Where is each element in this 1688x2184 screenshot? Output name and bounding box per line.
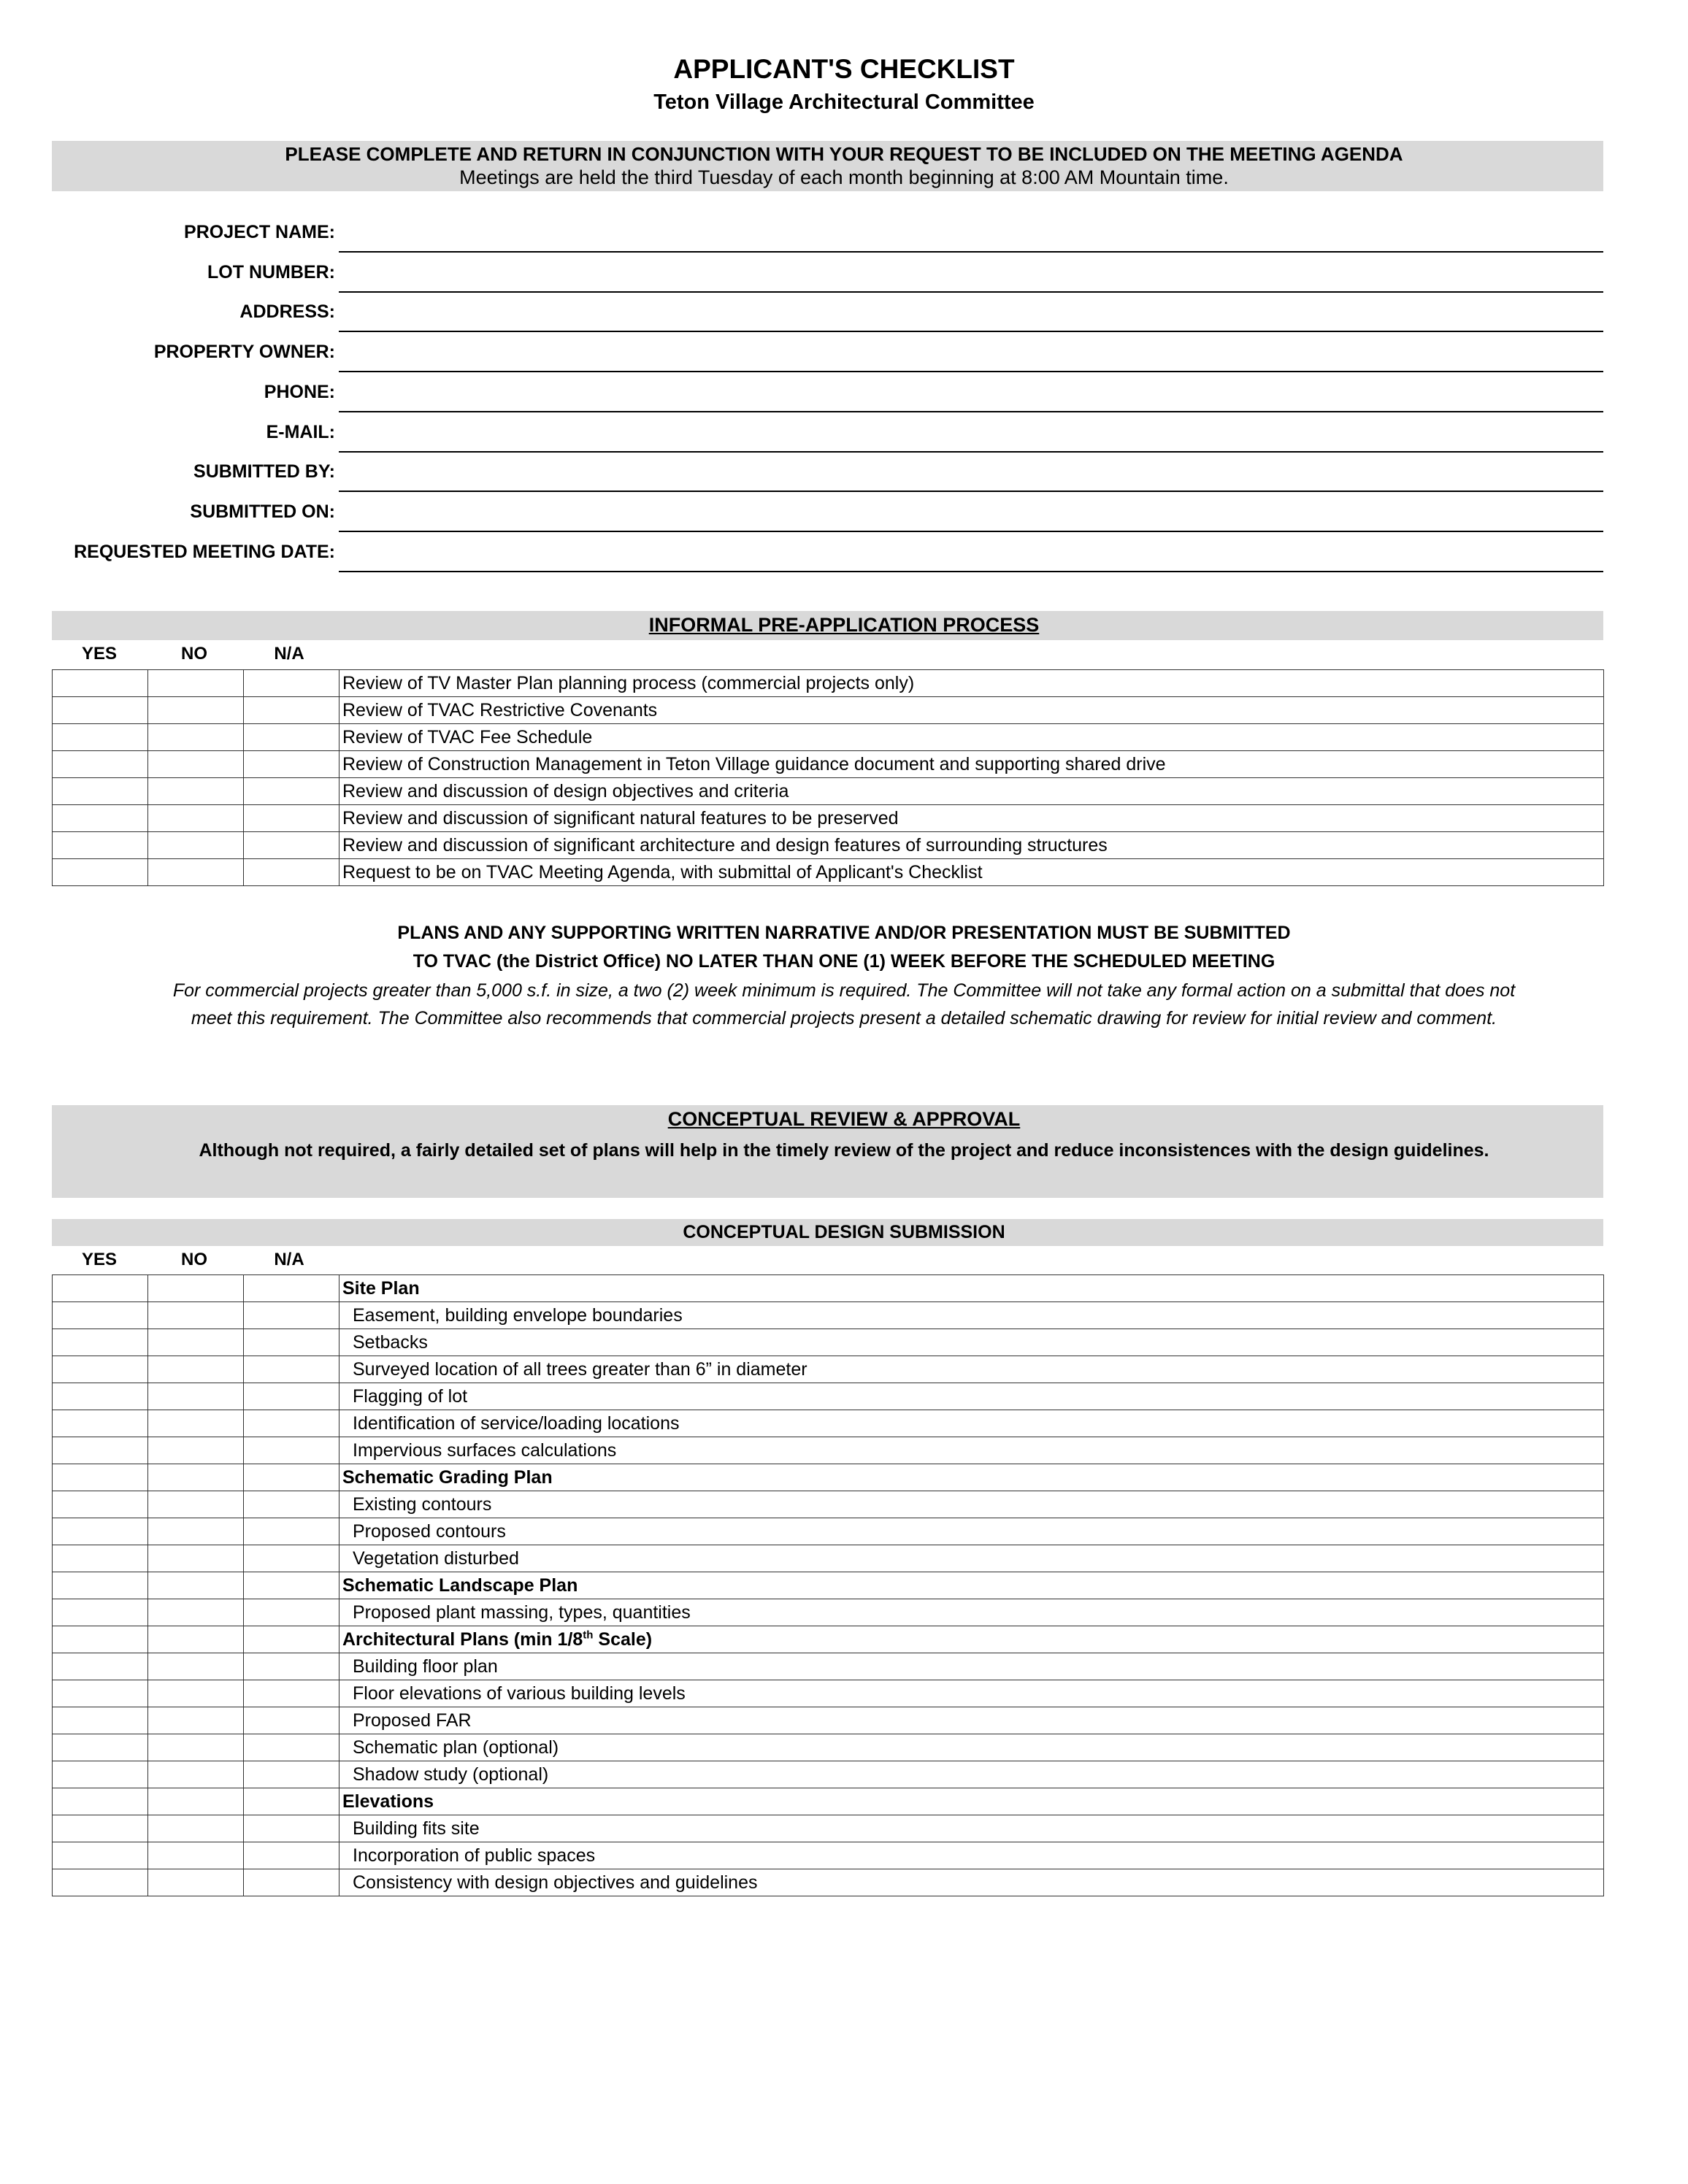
field-input[interactable] — [339, 461, 1603, 492]
checkbox-cell-na[interactable] — [244, 1437, 339, 1464]
checkbox-cell-no[interactable] — [148, 1788, 244, 1815]
item-text: Floor elevations of various building levels — [353, 1683, 686, 1704]
item-text: Site Plan — [342, 1278, 420, 1299]
item-text: Existing contours — [353, 1494, 492, 1515]
checkbox-cell-na[interactable] — [244, 1734, 339, 1761]
checklist-item-label — [339, 1302, 1604, 1329]
checkbox-cell-na[interactable] — [244, 1815, 339, 1842]
checkbox-cell-no[interactable] — [148, 697, 244, 724]
checkbox-cell-no[interactable] — [148, 1275, 244, 1302]
checklist-item-label — [339, 1869, 1604, 1896]
checkbox-cell-yes[interactable] — [53, 1788, 148, 1815]
checklist-item-label — [339, 1437, 1604, 1464]
column-header-no: NO — [181, 644, 207, 664]
submission-deadline-line2: TO TVAC (the District Office) NO LATER THAN ONE (1) WEEK BEFORE THE SCHEDULED MEETING — [413, 951, 1275, 972]
checklist-row — [53, 778, 1604, 805]
checklist-item-label — [339, 1707, 1604, 1734]
item-text: Review of TV Master Plan planning process (commercial projects only) — [342, 673, 915, 693]
checkbox-cell-yes[interactable] — [53, 1707, 148, 1734]
checklist-row — [53, 1491, 1604, 1518]
checkbox-cell-no[interactable] — [148, 1680, 244, 1707]
field-input[interactable] — [339, 262, 1603, 293]
checkbox-cell-no[interactable] — [148, 724, 244, 751]
field-label: SUBMITTED BY: — [193, 461, 335, 482]
checklist-group-heading — [339, 1788, 1604, 1815]
design-submission-title: CONCEPTUAL DESIGN SUBMISSION — [683, 1222, 1005, 1242]
checkbox-cell-yes[interactable] — [53, 697, 148, 724]
checkbox-cell-yes[interactable] — [53, 1842, 148, 1869]
checkbox-cell-no[interactable] — [148, 1302, 244, 1329]
field-label: PROJECT NAME: — [184, 222, 335, 242]
checklist-group-heading — [339, 1626, 1604, 1653]
checklist-row — [53, 1356, 1604, 1383]
item-text: Review of TVAC Fee Schedule — [342, 727, 593, 747]
checkbox-cell-no[interactable] — [148, 751, 244, 778]
checklist-row — [53, 1788, 1604, 1815]
field-label: PROPERTY OWNER: — [153, 342, 335, 363]
item-text: Impervious surfaces calculations — [353, 1440, 617, 1461]
checklist-row — [53, 1383, 1604, 1410]
checkbox-cell-na[interactable] — [244, 859, 339, 886]
checklist-item-label — [339, 1356, 1604, 1383]
checkbox-cell-yes[interactable] — [53, 805, 148, 832]
instructions-heading: PLEASE COMPLETE AND RETURN IN CONJUNCTION WITH YOUR REQUEST TO BE INCLUDED ON THE MEETING AGENDA — [285, 143, 1403, 165]
checkbox-cell-na[interactable] — [244, 1464, 339, 1491]
checklist-row — [53, 1707, 1604, 1734]
item-text: Shadow study (optional) — [353, 1764, 549, 1785]
field-label: ADDRESS: — [239, 301, 335, 323]
checkbox-cell-yes[interactable] — [53, 832, 148, 859]
item-text-after: Scale) — [593, 1629, 653, 1650]
checklist-row — [53, 1653, 1604, 1680]
checkbox-cell-na[interactable] — [244, 1410, 339, 1437]
checklist-item-label — [339, 1329, 1604, 1356]
checkbox-cell-no[interactable] — [148, 1734, 244, 1761]
checkbox-cell-yes[interactable] — [53, 670, 148, 697]
meeting-schedule-note: Meetings are held the third Tuesday of each month beginning at 8:00 AM Mountain time. — [459, 166, 1229, 188]
checklist-item-label — [339, 1383, 1604, 1410]
checkbox-cell-na[interactable] — [244, 751, 339, 778]
checklist-item-label — [339, 670, 1604, 697]
checkbox-cell-no[interactable] — [148, 1707, 244, 1734]
checkbox-cell-yes[interactable] — [53, 751, 148, 778]
item-text: Building fits site — [353, 1818, 480, 1839]
checkbox-cell-yes[interactable] — [53, 1761, 148, 1788]
checkbox-cell-no[interactable] — [148, 1383, 244, 1410]
checkbox-cell-no[interactable] — [148, 1491, 244, 1518]
checklist-item-label — [339, 1599, 1604, 1626]
item-text: Incorporation of public spaces — [353, 1845, 596, 1866]
column-header-yes: YES — [81, 1250, 118, 1269]
item-text: Proposed contours — [353, 1521, 506, 1542]
item-superscript: th — [583, 1629, 594, 1642]
page-title: APPLICANT'S CHECKLIST — [673, 54, 1015, 84]
checkbox-cell-no[interactable] — [148, 1356, 244, 1383]
checklist-group-heading — [339, 1572, 1604, 1599]
checkbox-cell-na[interactable] — [244, 778, 339, 805]
checklist-item-label — [339, 1761, 1604, 1788]
item-text: Request to be on TVAC Meeting Agenda, with submittal of Applicant's Checklist — [342, 862, 983, 883]
checklist-row — [53, 1464, 1604, 1491]
checkbox-cell-na[interactable] — [244, 832, 339, 859]
checklist-item-label — [339, 724, 1604, 751]
checkbox-cell-no[interactable] — [148, 1464, 244, 1491]
checklist-row — [53, 1761, 1604, 1788]
field-input[interactable] — [339, 422, 1603, 453]
checkbox-cell-yes[interactable] — [53, 1329, 148, 1356]
field-input[interactable] — [339, 342, 1603, 372]
checkbox-cell-yes[interactable] — [53, 724, 148, 751]
item-text: Review and discussion of significant natural features to be preserved — [342, 808, 899, 828]
item-text: Consistency with design objectives and guidelines — [353, 1872, 758, 1893]
design-submission-table — [52, 1274, 1604, 1896]
checkbox-cell-na[interactable] — [244, 670, 339, 697]
item-text: Schematic Grading Plan — [342, 1467, 553, 1488]
checklist-group-heading — [339, 1464, 1604, 1491]
checkbox-cell-na[interactable] — [244, 1869, 339, 1896]
informal-checklist-table — [52, 669, 1604, 886]
checklist-row — [53, 1572, 1604, 1599]
checkbox-cell-na[interactable] — [244, 1275, 339, 1302]
item-text: Surveyed location of all trees greater than 6” in diameter — [353, 1359, 807, 1380]
column-header-na: N/A — [274, 1250, 304, 1269]
checklist-row — [53, 1410, 1604, 1437]
item-text: Review and discussion of design objectives and criteria — [342, 781, 789, 801]
checklist-row — [53, 724, 1604, 751]
checklist-item-label — [339, 832, 1604, 859]
checkbox-cell-na[interactable] — [244, 1761, 339, 1788]
checkbox-cell-na[interactable] — [244, 724, 339, 751]
checkbox-cell-yes[interactable] — [53, 1599, 148, 1626]
item-text: Proposed plant massing, types, quantities — [353, 1602, 691, 1623]
commercial-note-line2: meet this requirement. The Committee also recommends that commercial projects present a detailed schematic drawing for review for initial review and comment. — [191, 1008, 1497, 1028]
checklist-row — [53, 832, 1604, 859]
column-header-na: N/A — [274, 644, 304, 664]
column-header-no: NO — [181, 1250, 207, 1269]
checklist-row — [53, 1275, 1604, 1302]
item-text: Schematic plan (optional) — [353, 1737, 559, 1758]
field-label: LOT NUMBER: — [207, 261, 335, 282]
checkbox-cell-na[interactable] — [244, 1626, 339, 1653]
field-label: REQUESTED MEETING DATE: — [74, 541, 335, 562]
checkbox-cell-no[interactable] — [148, 1815, 244, 1842]
checkbox-cell-na[interactable] — [244, 1653, 339, 1680]
checkbox-cell-na[interactable] — [244, 1707, 339, 1734]
submission-deadline-line1: PLANS AND ANY SUPPORTING WRITTEN NARRATIVE AND/OR PRESENTATION MUST BE SUBMITTED — [397, 923, 1291, 943]
item-text: Review of TVAC Restrictive Covenants — [342, 700, 658, 720]
checklist-item-label — [339, 1815, 1604, 1842]
checkbox-cell-yes[interactable] — [53, 1815, 148, 1842]
checklist-item-label — [339, 697, 1604, 724]
checkbox-cell-na[interactable] — [244, 1302, 339, 1329]
checklist-row — [53, 805, 1604, 832]
checkbox-cell-no[interactable] — [148, 1599, 244, 1626]
checklist-item-label — [339, 1842, 1604, 1869]
item-text: Building floor plan — [353, 1656, 498, 1677]
checklist-item-label — [339, 778, 1604, 805]
checkbox-cell-yes[interactable] — [53, 1491, 148, 1518]
checkbox-cell-na[interactable] — [244, 1383, 339, 1410]
checkbox-cell-yes[interactable] — [53, 1302, 148, 1329]
checklist-item-label — [339, 1545, 1604, 1572]
checkbox-cell-yes[interactable] — [53, 1869, 148, 1896]
item-text: Identification of service/loading locations — [353, 1413, 680, 1434]
checklist-row — [53, 697, 1604, 724]
checkbox-cell-na[interactable] — [244, 1518, 339, 1545]
checkbox-cell-no[interactable] — [148, 1545, 244, 1572]
item-text: Proposed FAR — [353, 1710, 472, 1731]
checklist-item-label — [339, 1410, 1604, 1437]
checkbox-cell-no[interactable] — [148, 1437, 244, 1464]
checkbox-cell-no[interactable] — [148, 1626, 244, 1653]
field-label: SUBMITTED ON: — [190, 501, 335, 522]
checklist-item-label — [339, 805, 1604, 832]
checkbox-cell-yes[interactable] — [53, 1518, 148, 1545]
checkbox-cell-na[interactable] — [244, 1842, 339, 1869]
checkbox-cell-yes[interactable] — [53, 1383, 148, 1410]
checkbox-cell-yes[interactable] — [53, 1410, 148, 1437]
checklist-row — [53, 1599, 1604, 1626]
checkbox-cell-no[interactable] — [148, 1329, 244, 1356]
checkbox-cell-no[interactable] — [148, 859, 244, 886]
checklist-row — [53, 1680, 1604, 1707]
checklist-item-label — [339, 859, 1604, 886]
checklist-row — [53, 1734, 1604, 1761]
checkbox-cell-yes[interactable] — [53, 1437, 148, 1464]
checkbox-cell-na[interactable] — [244, 1329, 339, 1356]
checkbox-cell-yes[interactable] — [53, 859, 148, 886]
checkbox-cell-yes[interactable] — [53, 1464, 148, 1491]
checkbox-cell-yes[interactable] — [53, 1275, 148, 1302]
checklist-row — [53, 1329, 1604, 1356]
item-text: Setbacks — [353, 1332, 428, 1353]
checkbox-cell-yes[interactable] — [53, 1653, 148, 1680]
checklist-row — [53, 670, 1604, 697]
field-label: E-MAIL: — [266, 421, 335, 442]
page-subtitle: Teton Village Architectural Committee — [653, 91, 1035, 114]
checkbox-cell-na[interactable] — [244, 1491, 339, 1518]
checkbox-cell-no[interactable] — [148, 1842, 244, 1869]
item-text: Easement, building envelope boundaries — [353, 1305, 683, 1326]
checkbox-cell-yes[interactable] — [53, 1572, 148, 1599]
checkbox-cell-na[interactable] — [244, 1572, 339, 1599]
checkbox-cell-yes[interactable] — [53, 1680, 148, 1707]
checkbox-cell-na[interactable] — [244, 805, 339, 832]
checkbox-cell-no[interactable] — [148, 670, 244, 697]
checkbox-cell-no[interactable] — [148, 1761, 244, 1788]
checklist-item-label — [339, 1518, 1604, 1545]
checklist-item-label — [339, 1653, 1604, 1680]
conceptual-section-description: Although not required, a fairly detailed set of plans will help in the timely review of the project and reduce inconsistences with the design guidelines. — [199, 1140, 1489, 1161]
checklist-row — [53, 1437, 1604, 1464]
checklist-row — [53, 1626, 1604, 1653]
checkbox-cell-no[interactable] — [148, 1572, 244, 1599]
column-header-yes: YES — [81, 644, 118, 664]
checklist-item-label — [339, 751, 1604, 778]
informal-section-title: INFORMAL PRE-APPLICATION PROCESS — [648, 614, 1040, 636]
checkbox-cell-na[interactable] — [244, 1788, 339, 1815]
item-text: Review of Construction Management in Teton Village guidance document and supporting shared drive — [342, 754, 1166, 774]
checkbox-cell-yes[interactable] — [53, 1626, 148, 1653]
field-input[interactable] — [339, 382, 1603, 412]
checklist-row — [53, 751, 1604, 778]
checklist-row — [53, 859, 1604, 886]
field-input[interactable] — [339, 542, 1603, 572]
checkbox-cell-na[interactable] — [244, 1545, 339, 1572]
checkbox-cell-na[interactable] — [244, 697, 339, 724]
checkbox-cell-yes[interactable] — [53, 1356, 148, 1383]
checkbox-cell-na[interactable] — [244, 1599, 339, 1626]
checkbox-cell-na[interactable] — [244, 1680, 339, 1707]
checklist-row — [53, 1302, 1604, 1329]
checklist-item-label — [339, 1680, 1604, 1707]
item-text: Schematic Landscape Plan — [342, 1575, 578, 1596]
field-input[interactable] — [339, 301, 1603, 332]
checklist-row — [53, 1545, 1604, 1572]
checkbox-cell-no[interactable] — [148, 805, 244, 832]
checkbox-cell-no[interactable] — [148, 832, 244, 859]
checkbox-cell-no[interactable] — [148, 778, 244, 805]
checkbox-cell-na[interactable] — [244, 1356, 339, 1383]
item-text: Architectural Plans (min 1/8 — [342, 1629, 583, 1650]
item-text: Review and discussion of significant architecture and design features of surrounding structures — [342, 835, 1108, 855]
checkbox-cell-no[interactable] — [148, 1410, 244, 1437]
checklist-item-label — [339, 1491, 1604, 1518]
item-text: Elevations — [342, 1791, 434, 1812]
checkbox-cell-no[interactable] — [148, 1518, 244, 1545]
checkbox-cell-no[interactable] — [148, 1653, 244, 1680]
checklist-row — [53, 1518, 1604, 1545]
checkbox-cell-yes[interactable] — [53, 778, 148, 805]
item-text: Flagging of lot — [353, 1386, 468, 1407]
item-text: Vegetation disturbed — [353, 1548, 519, 1569]
checklist-row — [53, 1869, 1604, 1896]
field-input[interactable] — [339, 222, 1603, 253]
checkbox-cell-no[interactable] — [148, 1869, 244, 1896]
checkbox-cell-yes[interactable] — [53, 1734, 148, 1761]
field-input[interactable] — [339, 501, 1603, 532]
checklist-row — [53, 1815, 1604, 1842]
field-label: PHONE: — [264, 381, 335, 402]
checklist-item-label — [339, 1734, 1604, 1761]
conceptual-section-title: CONCEPTUAL REVIEW & APPROVAL — [667, 1108, 1021, 1130]
checkbox-cell-yes[interactable] — [53, 1545, 148, 1572]
commercial-note-line1: For commercial projects greater than 5,000 s.f. in size, a two (2) week minimum is required. The Committee will not take any formal action on a submittal that does not — [172, 980, 1516, 1001]
checklist-group-heading — [339, 1275, 1604, 1302]
checklist-row — [53, 1842, 1604, 1869]
